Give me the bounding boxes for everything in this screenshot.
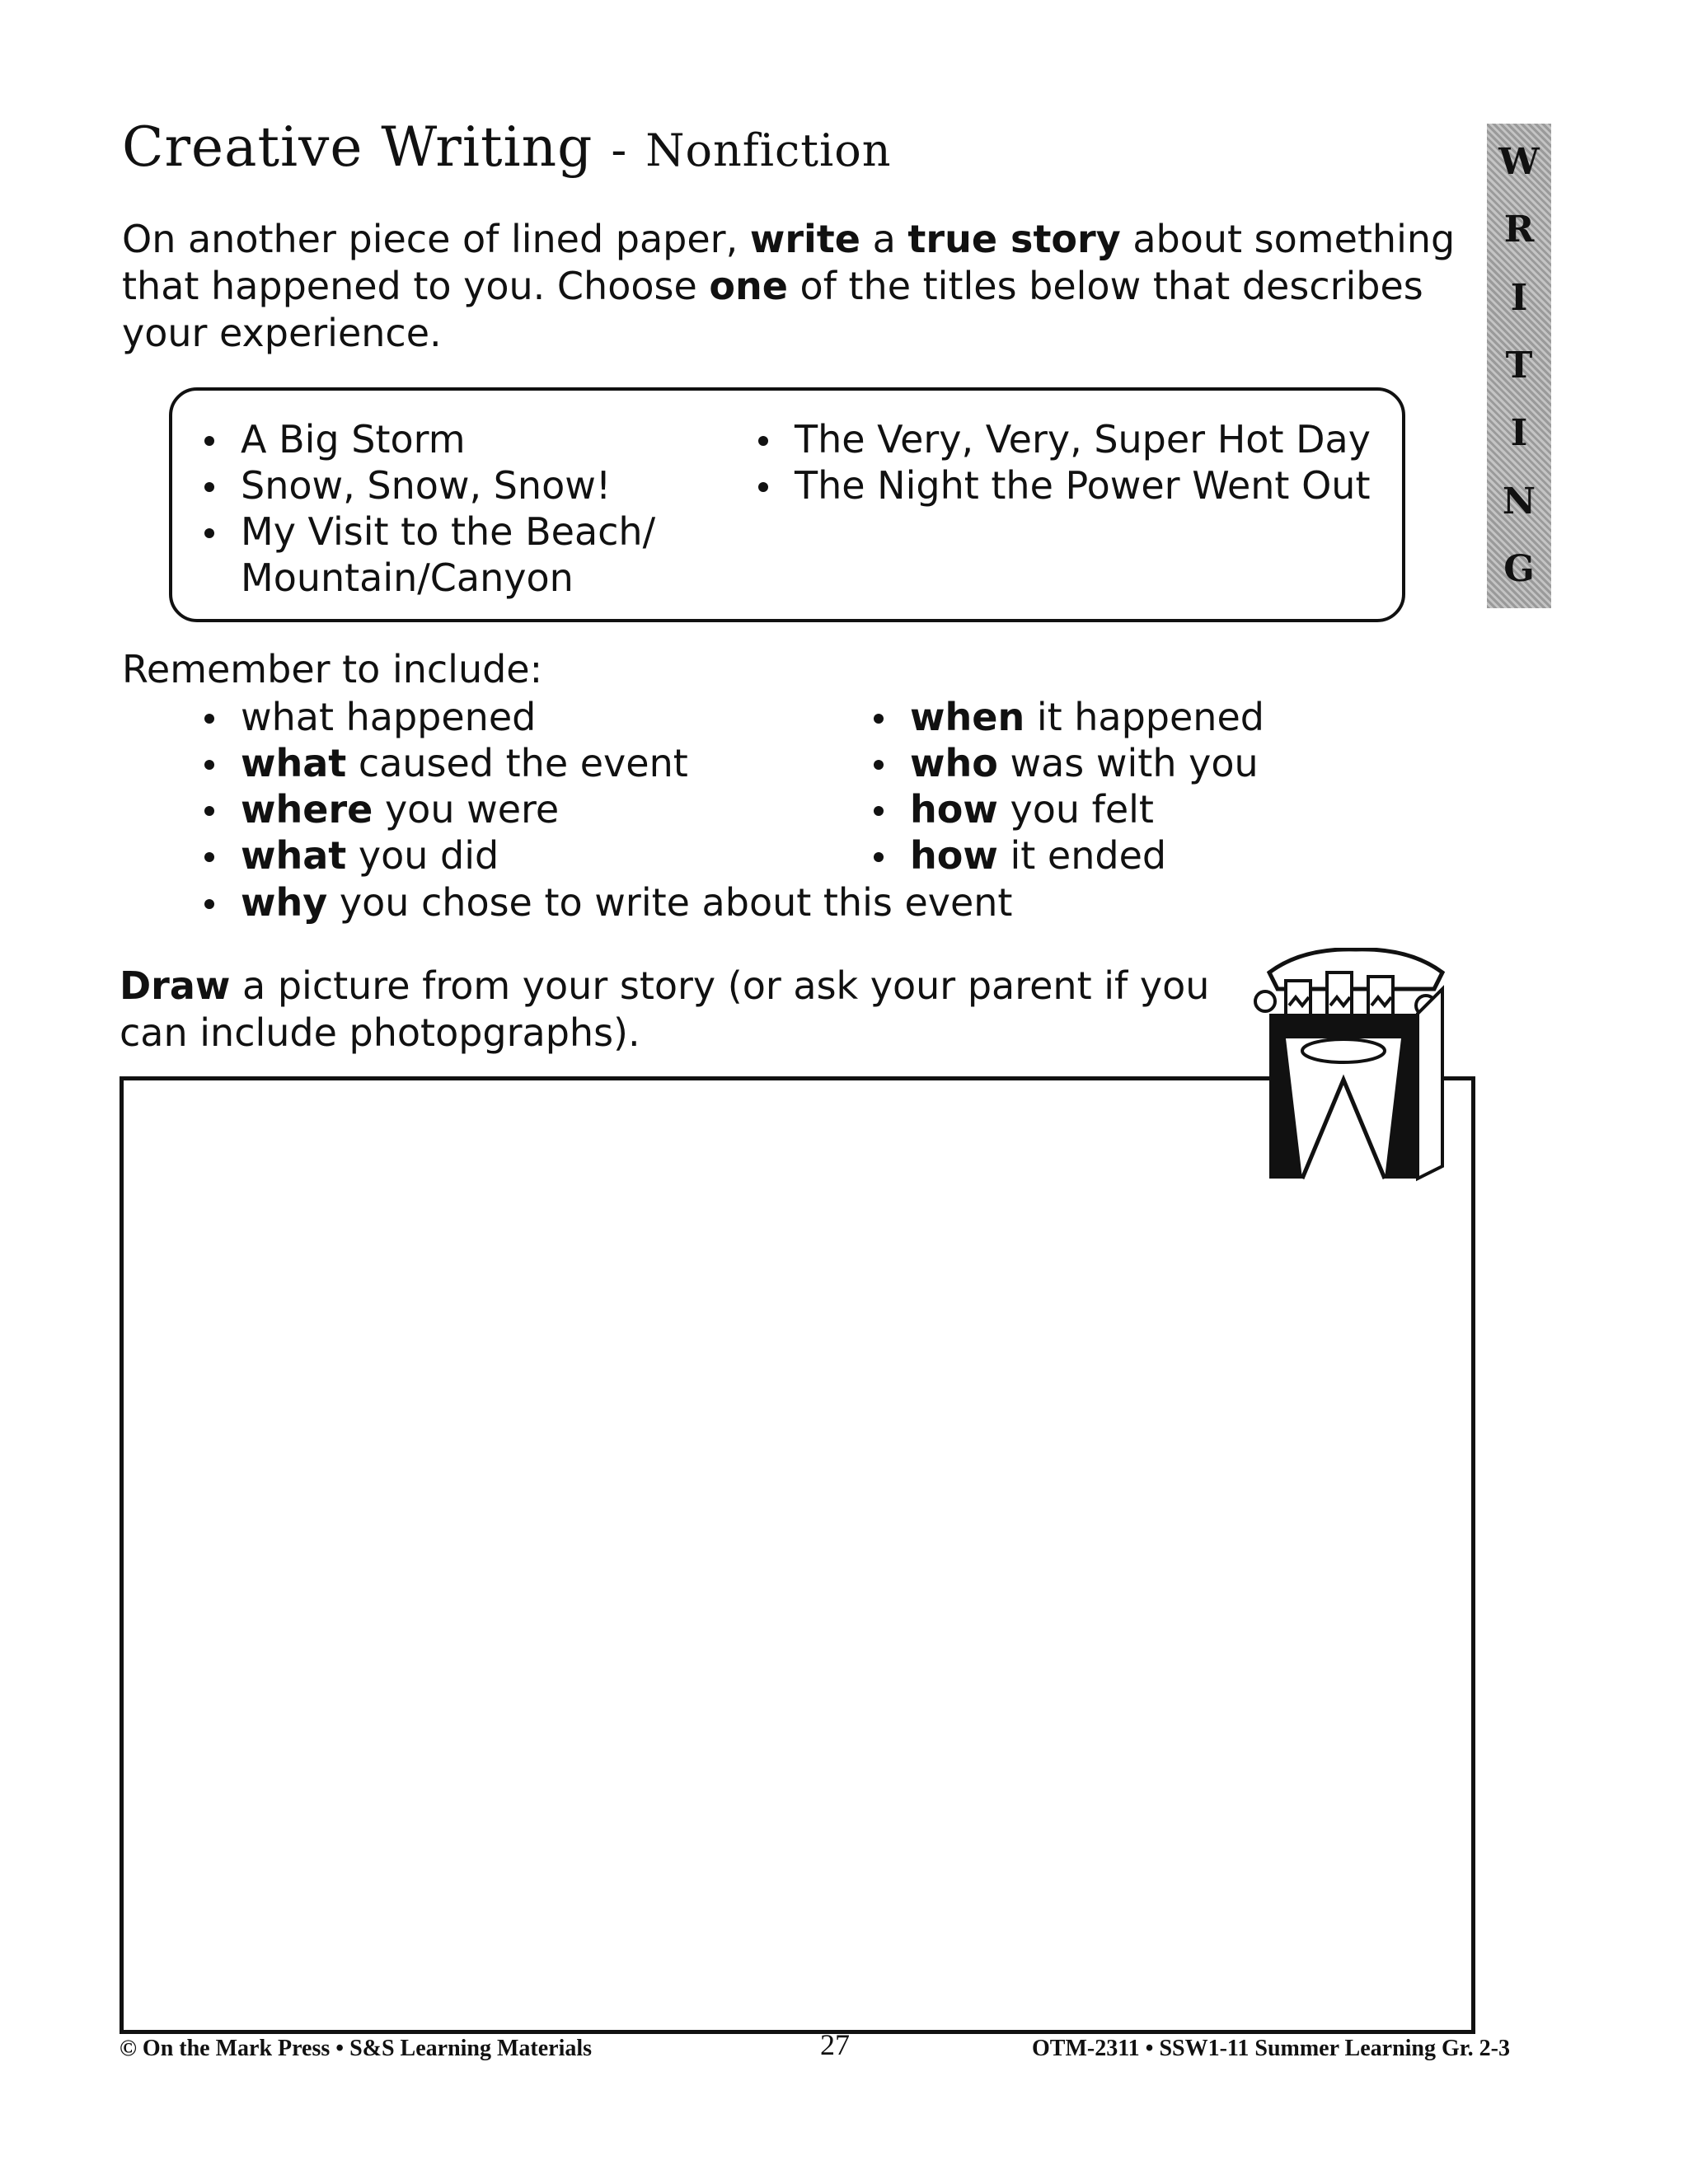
tab-letter: N — [1502, 480, 1536, 523]
title-subtitle: Nonfiction — [645, 124, 892, 176]
tab-letter: T — [1505, 344, 1533, 387]
tab-letter: I — [1510, 276, 1528, 319]
remember-item: what happened — [198, 694, 1022, 740]
remember-item: how it ended — [867, 832, 1362, 879]
title-option: The Night the Power Went Out — [752, 462, 1378, 509]
title-option: My Visit to the Beach/ Mountain/Canyon — [198, 509, 725, 601]
title-option: The Very, Very, Super Hot Day — [752, 416, 1378, 462]
remember-item: what caused the event — [198, 740, 1022, 786]
intro-paragraph — [122, 216, 1482, 357]
remember-item: what you did — [198, 832, 1022, 879]
intro-text: a — [860, 217, 908, 261]
crayon-box-icon — [1253, 948, 1459, 1195]
intro-text: of the titles below that describes your experience. — [122, 264, 1423, 355]
intro-bold: true story — [907, 217, 1121, 261]
footer-product-code: OTM-2311 • SSW1-11 Summer Learning Gr. 2-3 — [1032, 2036, 1510, 2061]
page-number: 27 — [820, 2028, 850, 2061]
remember-label: Remember to include: — [122, 647, 543, 691]
remember-item: why you chose to write about this event — [198, 879, 1187, 926]
draw-instructions — [120, 963, 1257, 1057]
writing-side-tab — [1487, 124, 1551, 608]
tab-letter: R — [1503, 209, 1535, 251]
tab-letter: G — [1503, 547, 1535, 590]
intro-bold: write — [749, 217, 860, 261]
drawing-area[interactable] — [120, 1076, 1475, 2034]
remember-item: who was with you — [867, 740, 1362, 786]
title-main: Creative Writing — [122, 115, 593, 179]
remember-list-last — [198, 879, 1187, 926]
titles-list-right — [752, 416, 1378, 509]
footer-publisher: © On the Mark Press • S&S Learning Materials — [120, 2036, 593, 2061]
remember-item: where you were — [198, 786, 1022, 832]
remember-item: when it happened — [867, 694, 1362, 740]
draw-bold: Draw — [120, 963, 231, 1008]
title-separator: - — [611, 124, 628, 177]
draw-text: a picture from your story (or ask your parent if you can include photopgraphs). — [120, 963, 1210, 1055]
tab-letter: I — [1510, 412, 1528, 455]
intro-text: On another piece of lined paper, — [122, 217, 750, 261]
intro-text: about something that happened to you. Choose — [122, 217, 1456, 308]
titles-list-left — [198, 416, 725, 601]
title-option: Snow, Snow, Snow! — [198, 462, 725, 509]
intro-bold: one — [709, 264, 788, 308]
remember-list-right — [867, 694, 1362, 879]
remember-item: how you felt — [867, 786, 1362, 832]
page-title — [122, 115, 892, 179]
title-option: A Big Storm — [198, 416, 725, 462]
tab-letter: W — [1498, 141, 1540, 184]
